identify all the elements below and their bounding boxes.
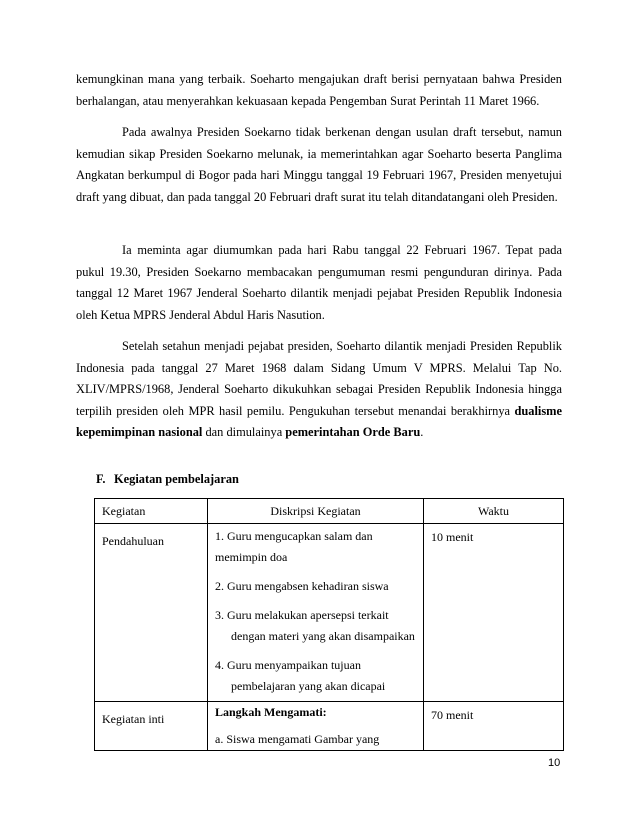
paragraph-draft-approval xyxy=(76,122,562,208)
header-description: Diskripsi Kegiatan xyxy=(208,499,424,524)
list-item xyxy=(215,605,416,647)
paragraph-resignation-announcement xyxy=(76,240,562,326)
time-introduction: 10 menit xyxy=(424,524,564,702)
emphasis-text: dualisme kepemimpinan nasional xyxy=(76,403,562,439)
list-item-continuation: memimpin doa xyxy=(215,550,288,564)
paragraph-continuation xyxy=(76,69,562,112)
step-item: a. Siswa mengamati Gambar yang xyxy=(215,732,380,746)
paragraph-text: . xyxy=(420,425,424,439)
section-heading xyxy=(96,472,239,487)
table-row-core xyxy=(95,702,564,751)
list-item-text: 1. Guru mengucapkan salam dan xyxy=(215,529,373,543)
header-activity: Kegiatan xyxy=(95,499,208,524)
time-core: 70 menit xyxy=(424,702,564,751)
list-item-text: 4. Guru menyampaikan tujuan xyxy=(215,658,361,672)
activity-introduction: Pendahuluan xyxy=(95,524,208,702)
list-item-continuation: pembelajaran yang akan dicapai xyxy=(231,679,386,693)
list-item-continuation: dengan materi yang akan disampaikan xyxy=(231,629,415,643)
description-core xyxy=(208,702,424,751)
list-item xyxy=(215,576,416,597)
paragraph-text: Ia meminta agar diumumkan pada hari Rabu tanggal 22 Februari 1967. Tepat pada pukul 19.30, Presiden Soekarno membacakan pengumuman resmi pengunduran dirinya. Pada tanggal 12 Maret 1967 Jenderal Soeharto dilantik menjadi pejabat Presiden Republik Indonesia oleh Ketua MPRS Jenderal Abdul Haris Nasution. xyxy=(76,243,562,322)
section-letter: F. xyxy=(96,472,106,486)
step-title: Langkah Mengamati: xyxy=(215,705,327,719)
emphasis-text: pemerintahan Orde Baru xyxy=(285,425,421,439)
list-item xyxy=(215,526,416,568)
description-introduction xyxy=(208,524,424,702)
paragraph-text: Pada awalnya Presiden Soekarno tidak berkenan dengan usulan draft tersebut, namun kemudian sikap Presiden Soekarno melunak, ia memerintahkan agar Soeharto beserta Panglima Angkatan berkumpul di Bogor pada hari Minggu tanggal 19 Februari 1967, Presiden menyetujui draft yang dibuat, dan pada tanggal 20 Februari draft surat itu telah ditandatangani oleh Presiden. xyxy=(76,125,562,204)
page-number: 10 xyxy=(548,757,561,769)
paragraph-text: dan dimulainya xyxy=(202,425,286,439)
table-header-row xyxy=(95,499,564,524)
section-title: Kegiatan pembelajaran xyxy=(114,472,239,486)
list-item-text: 3. Guru melakukan apersepsi terkait xyxy=(215,608,389,622)
learning-activities-table xyxy=(94,498,564,751)
header-time: Waktu xyxy=(424,499,564,524)
table-row-introduction xyxy=(95,524,564,702)
paragraph-inauguration xyxy=(76,336,562,444)
activity-core: Kegiatan inti xyxy=(95,702,208,751)
list-item xyxy=(215,655,416,697)
paragraph-text: kemungkinan mana yang terbaik. Soeharto mengajukan draft berisi pernyataan bahwa Presiden berhalangan, atau menyerahkan kekuasaan kepada Pengemban Surat Perintah 11 Maret 1966. xyxy=(76,72,562,108)
list-item-text: 2. Guru mengabsen kehadiran siswa xyxy=(215,579,389,593)
paragraph-text: Setelah setahun menjadi pejabat presiden, Soeharto dilantik menjadi Presiden Republik Indonesia pada tanggal 27 Maret 1968 dalam Sidang Umum V MPRS. Melalui Tap No. XLIV/MPRS/1968, Jenderal Soeharto dikukuhkan sebagai Presiden Republik Indonesia hingga terpilih presiden oleh MPR hasil pemilu. Pengukuhan tersebut menandai berakhirnya xyxy=(76,339,562,418)
